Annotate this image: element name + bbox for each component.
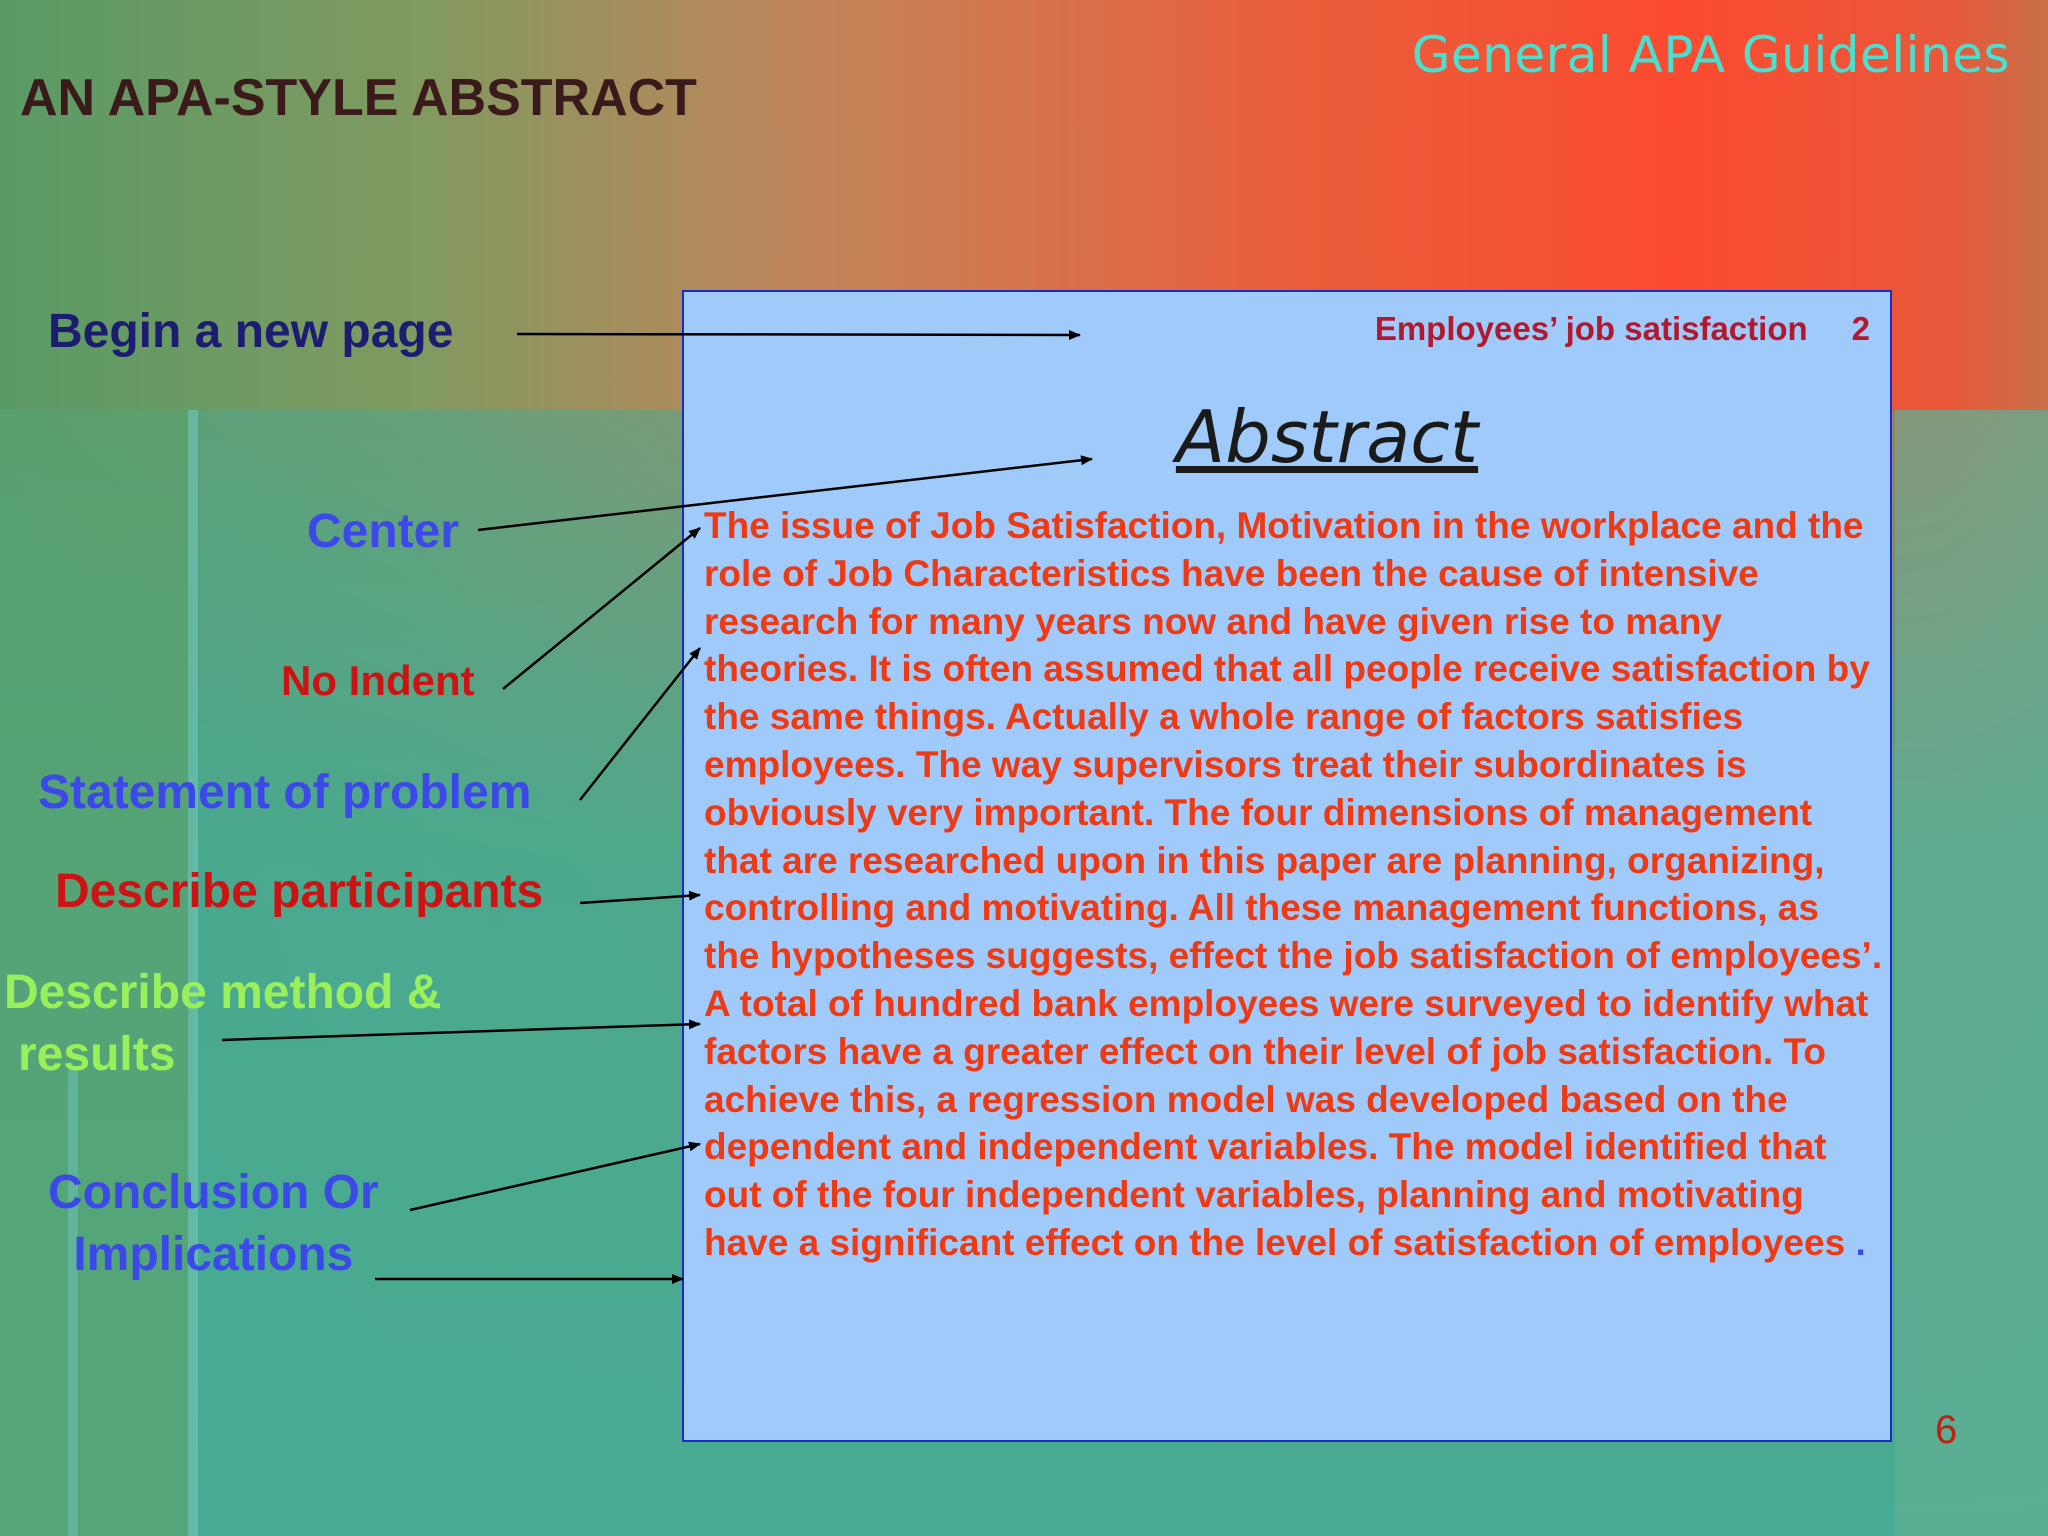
arrow-describe-participants	[580, 895, 700, 903]
running-head-text: Employees’ job satisfaction	[1374, 310, 1808, 347]
paper-page-number: 2	[1851, 310, 1870, 347]
label-describe-participants: Describe participants	[55, 865, 544, 918]
label-describe-method-line1: Describe method &	[4, 966, 442, 1019]
label-conclusion-line2: Implications	[73, 1228, 354, 1281]
abstract-title: Abstract	[1175, 395, 1479, 479]
label-center: Center	[307, 505, 460, 558]
abstract-body-end: .	[1855, 1221, 1866, 1263]
arrow-describe-method	[222, 1024, 700, 1040]
arrow-conclusion	[410, 1144, 700, 1210]
slide-page-number: 6	[1935, 1408, 1958, 1452]
label-no-indent: No Indent	[281, 657, 475, 704]
arrow-no-indent	[503, 528, 700, 689]
label-describe-method-line2: results	[18, 1028, 176, 1081]
slide-heading: AN APA-STYLE ABSTRACT	[20, 69, 697, 127]
label-conclusion-line1: Conclusion Or	[48, 1166, 379, 1219]
label-statement-of-problem: Statement of problem	[38, 766, 532, 819]
arrow-begin-new-page	[517, 334, 1080, 335]
label-begin-new-page: Begin a new page	[48, 305, 454, 358]
abstract-body-text: The issue of Job Satisfaction, Motivation in the workplace and the role of Job Characteristics have been the cause of intensive research for many years now and have given rise to many theories. It is often assumed that all people receive satisfaction by the same things. Actually a whole range of factors satisfies employees. The way supervisors treat their subordinates is obviously very important. The four dimensions of management that are researched upon in this paper are planning, organizing, controlling and motivating. All these management functions, as the hypotheses suggests, effect the job satisfaction of employees’. A total of hundred bank employees were surveyed to identify what factors have a greater effect on their level of job satisfaction. To achieve this, a regression model was developed based on the dependent and independent variables. The model identified that out of the four independent variables, planning and motivating have a significant effect on the level of satisfaction of employees	[704, 505, 1883, 1263]
arrow-statement-of-problem	[580, 648, 700, 800]
arrow-center	[478, 459, 1092, 530]
section-title: General APA Guidelines	[1411, 26, 2010, 84]
